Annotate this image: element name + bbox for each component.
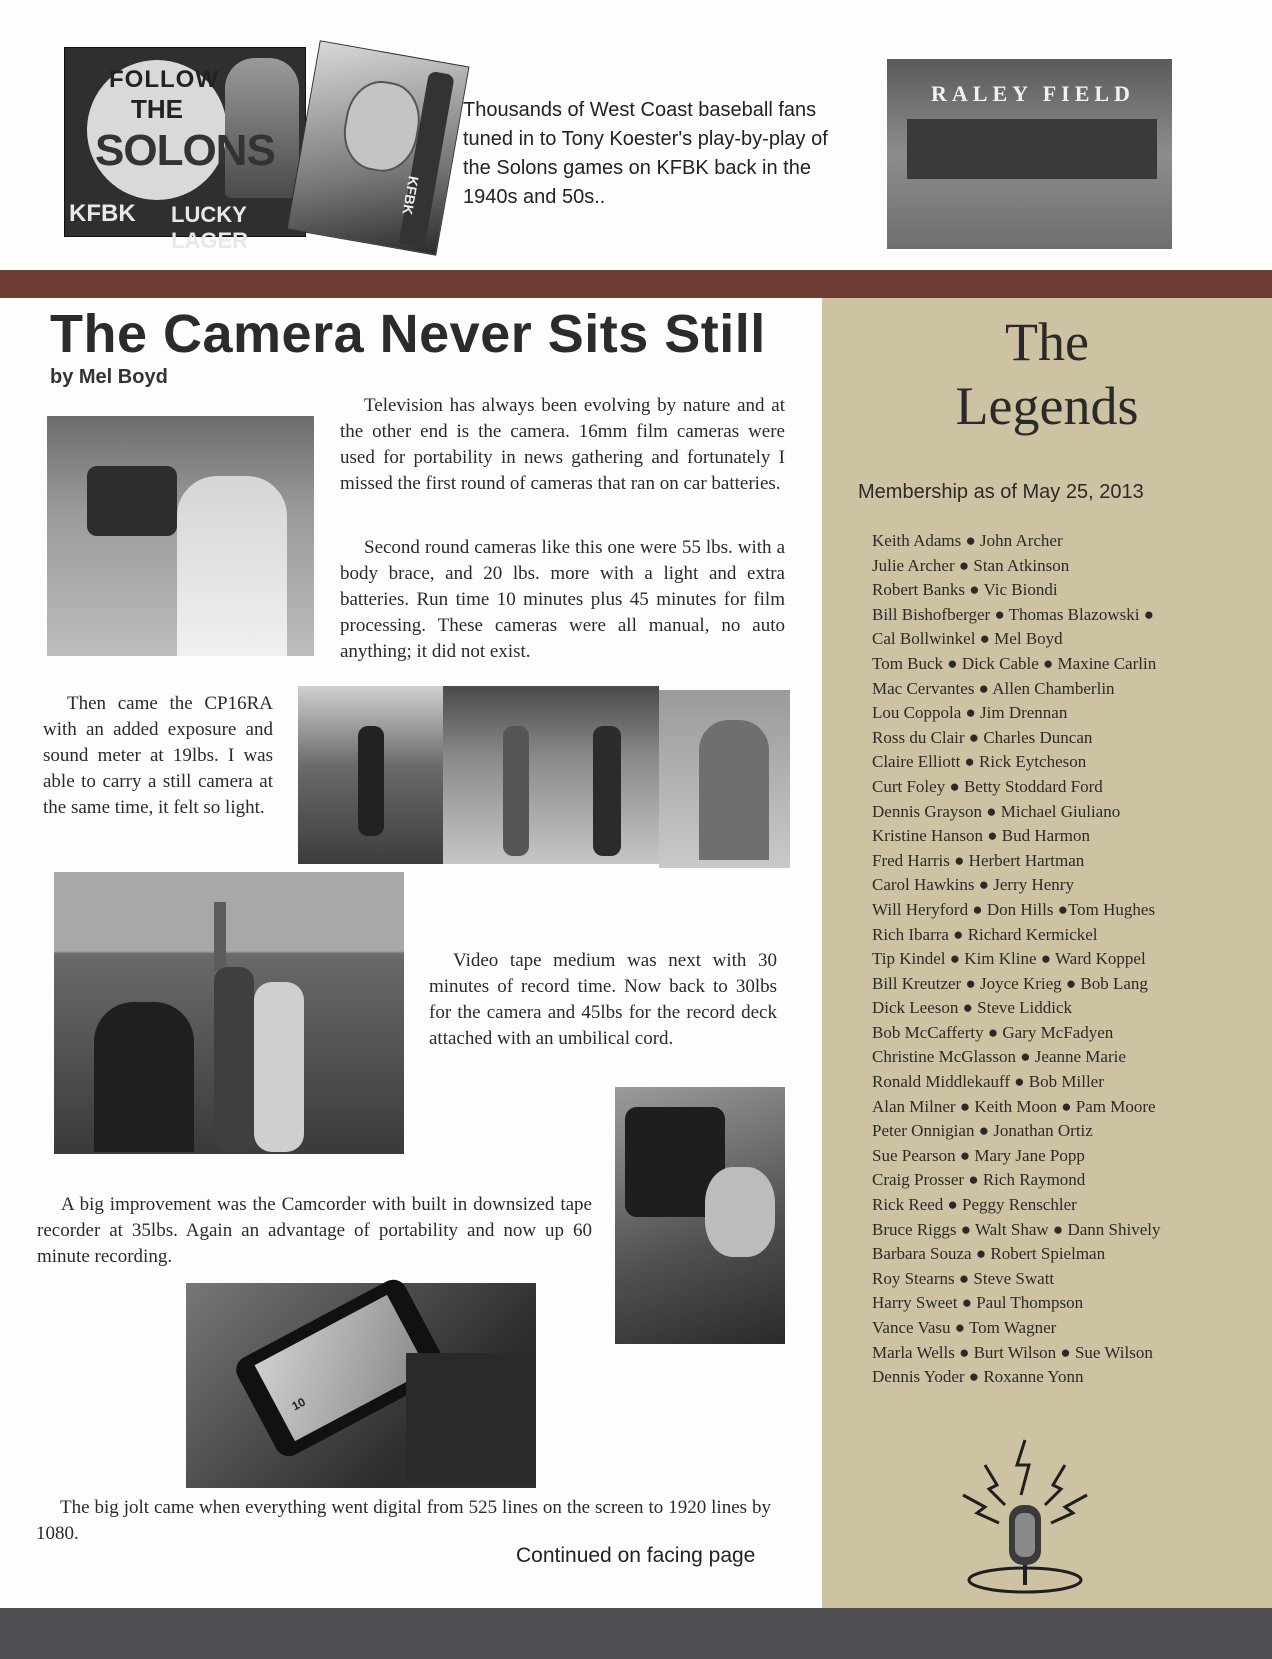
member-line: Craig Prosser ● Rich Raymond bbox=[872, 1170, 1086, 1190]
member-line: Tip Kindel ● Kim Kline ● Ward Koppel bbox=[872, 949, 1146, 969]
paragraph-2: Second round cameras like this one were 55 lbs. with a body brace, and 20 lbs. more with a light and extra batteries. Run time 10 minutes plus 45 minutes for film processing. These cameras were all manual, no auto anything; it did not exist. bbox=[340, 537, 785, 662]
article-byline: by Mel Boyd bbox=[50, 366, 168, 388]
member-line: Cal Bollwinkel ● Mel Boyd bbox=[872, 629, 1063, 649]
member-line: Marla Wells ● Burt Wilson ● Sue Wilson bbox=[872, 1342, 1153, 1362]
microphone-logo-icon bbox=[955, 1435, 1095, 1595]
statue-shape bbox=[214, 902, 226, 972]
beach-photo-1 bbox=[298, 686, 443, 864]
member-line: Dick Leeson ● Steve Liddick bbox=[872, 998, 1073, 1018]
member-line: Sue Pearson ● Mary Jane Popp bbox=[872, 1145, 1085, 1165]
crew-figure-2 bbox=[214, 967, 254, 1152]
beach-photo-2 bbox=[443, 686, 659, 864]
article-title: The Camera Never Sits Still bbox=[50, 304, 766, 364]
legends-title-line2: Legends bbox=[955, 376, 1139, 436]
announcer-photo bbox=[286, 40, 469, 255]
bottle-label: KFBK bbox=[399, 174, 422, 216]
camcorder-operator-photo bbox=[615, 1087, 785, 1344]
poster-station: KFBK bbox=[69, 200, 136, 227]
continued-note: Continued on facing page bbox=[516, 1544, 756, 1567]
member-list bbox=[872, 529, 1232, 1390]
figure-2 bbox=[503, 726, 529, 856]
poster-the: THE bbox=[131, 94, 183, 124]
membership-heading: Membership as of May 25, 2013 bbox=[858, 481, 1144, 503]
member-line: Curt Foley ● Betty Stoddard Ford bbox=[872, 776, 1103, 796]
member-line: Vance Vasu ● Tom Wagner bbox=[872, 1318, 1057, 1337]
member-line: Ronald Middlekauff ● Bob Miller bbox=[872, 1072, 1104, 1092]
stadium-sign: RALEY FIELD bbox=[931, 81, 1135, 106]
member-line: Peter Onnigian ● Jonathan Ortiz bbox=[872, 1121, 1093, 1141]
member-line: Christine McGlasson ● Jeanne Marie bbox=[872, 1047, 1126, 1067]
keyboard-shape bbox=[406, 1353, 536, 1483]
member-line: Robert Banks ● Vic Biondi bbox=[872, 580, 1058, 600]
poster-sponsor: LUCKY LAGER bbox=[171, 202, 248, 253]
member-line: Kristine Hanson ● Bud Harmon bbox=[872, 826, 1091, 846]
member-line: Tom Buck ● Dick Cable ● Maxine Carlin bbox=[872, 653, 1157, 673]
solons-poster bbox=[64, 47, 306, 253]
member-line: Claire Elliott ● Rick Eytcheson bbox=[872, 752, 1087, 772]
poster-follow: FOLLOW bbox=[109, 66, 219, 93]
member-line: Barbara Souza ● Robert Spielman bbox=[872, 1244, 1106, 1264]
camera-shape bbox=[87, 466, 177, 536]
smartphone-photo bbox=[186, 1283, 536, 1488]
section-divider bbox=[0, 270, 1272, 298]
member-line: Dennis Grayson ● Michael Giuliano bbox=[872, 801, 1121, 821]
member-line: Julie Archer ● Stan Atkinson bbox=[872, 555, 1070, 575]
member-line: Will Heryford ● Don Hills ●Tom Hughes bbox=[872, 899, 1156, 919]
crew-figure-3 bbox=[254, 982, 304, 1152]
legends-title-line1: The bbox=[1005, 312, 1089, 372]
phone-icon-label: 10 bbox=[289, 1394, 308, 1414]
statue-of-liberty-photo bbox=[54, 872, 404, 1154]
member-line: Alan Milner ● Keith Moon ● Pam Moore bbox=[872, 1096, 1156, 1116]
legends-title bbox=[822, 310, 1272, 438]
footer-bar bbox=[0, 1608, 1272, 1659]
phone-screen bbox=[255, 1295, 428, 1441]
member-line: Dennis Yoder ● Roxanne Yonn bbox=[872, 1367, 1084, 1387]
figure-1 bbox=[358, 726, 384, 836]
member-line: Lou Coppola ● Jim Drennan bbox=[872, 703, 1068, 723]
paragraph-1: Television has always been evolving by nature and at the other end is the camera. 16mm film cameras were used for portability in news gathering and fortunately I missed the first round of cameras that ran on car batteries. bbox=[340, 395, 785, 494]
member-line: Rick Reed ● Peggy Renschler bbox=[872, 1195, 1077, 1215]
paragraph-4: Video tape medium was next with 30 minutes of record time. Now back to 30lbs for the camera and 45lbs for the record deck attached with an umbilical cord. bbox=[429, 950, 777, 1049]
film-camera-photo bbox=[47, 416, 314, 656]
member-line: Bruce Riggs ● Walt Shaw ● Dann Shively bbox=[872, 1219, 1161, 1239]
member-line: Roy Stearns ● Steve Swatt bbox=[872, 1268, 1055, 1288]
member-line: Ross du Clair ● Charles Duncan bbox=[872, 727, 1093, 747]
figure-4 bbox=[699, 720, 769, 860]
stadium-gate bbox=[907, 119, 1157, 179]
cameraman-figure bbox=[177, 476, 287, 656]
paragraph-3: Then came the CP16RA with an added exposure and sound meter at 19lbs. I was able to carry a still camera at the same time, it felt so light. bbox=[43, 693, 273, 818]
beach-photo-3 bbox=[659, 690, 790, 868]
member-line: Bill Bishofberger ● Thomas Blazowski ● bbox=[872, 604, 1154, 624]
paragraph-5: A big improvement was the Camcorder with built in downsized tape recorder at 35lbs. Again an advantage of portability and now up 60 minute recording. bbox=[37, 1194, 592, 1267]
figure-3 bbox=[593, 726, 621, 856]
member-line: Bill Kreutzer ● Joyce Krieg ● Bob Lang bbox=[872, 973, 1148, 993]
member-line: Harry Sweet ● Paul Thompson bbox=[872, 1293, 1084, 1313]
member-line: Keith Adams ● John Archer bbox=[872, 531, 1063, 550]
member-line: Bob McCafferty ● Gary McFadyen bbox=[872, 1022, 1114, 1042]
paragraph-6: The big jolt came when everything went digital from 525 lines on the screen to 1920 lines by 1080. bbox=[36, 1497, 771, 1544]
member-line: Fred Harris ● Herbert Hartman bbox=[872, 850, 1085, 870]
header-caption: Thousands of West Coast baseball fans tuned in to Tony Koester's play-by-play of the Solons games on KFBK back in the 1940s and 50s.. bbox=[463, 99, 828, 208]
member-line: Carol Hawkins ● Jerry Henry bbox=[872, 875, 1074, 895]
poster-solons: SOLONS bbox=[95, 126, 275, 175]
operator-face bbox=[705, 1167, 775, 1257]
raley-field-photo bbox=[887, 59, 1172, 249]
member-line: Rich Ibarra ● Richard Kermickel bbox=[872, 924, 1098, 944]
member-line: Mac Cervantes ● Allen Chamberlin bbox=[872, 678, 1115, 698]
crew-figure-1 bbox=[94, 1002, 194, 1152]
